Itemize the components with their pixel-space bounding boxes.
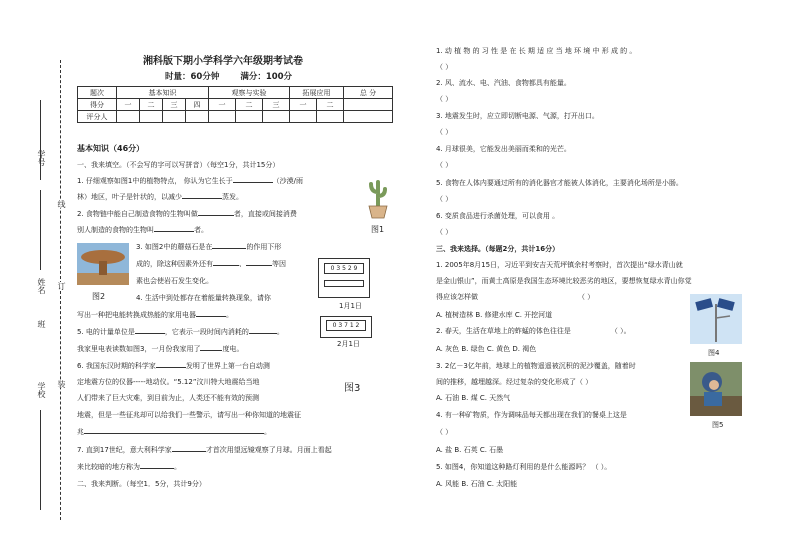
score-cell: 二 — [317, 99, 344, 111]
score-cell: 三 — [163, 99, 186, 111]
question-fill-3-end: 素也会使岩石发生变化。 — [136, 277, 213, 285]
score-cell: 三 — [263, 99, 290, 111]
choice-5-options: A. 风能 B. 石油 C. 太阳能 — [436, 480, 518, 488]
choice-2: 2. 春天，生活在草地上的蚱蜢的体色往往是 （ ）。 — [436, 327, 631, 335]
question-fill-2: 2. 食物链中能自己制造食物的生物叫做 者，直接或间接消费 — [77, 210, 297, 218]
choice-3-options: A. 石油 B. 煤 C. 天然气 — [436, 394, 511, 402]
exam-subtitle — [165, 70, 310, 82]
school-label: 学校 — [37, 382, 46, 398]
choice-4-paren: （ ） — [436, 428, 453, 436]
choice-4-options: A. 盐 B. 石英 C. 石墨 — [436, 446, 504, 454]
choice-heading: 三、我来选择。（每题2分，共计16分） — [436, 245, 560, 253]
section-basic-knowledge: 基本知识（46分） — [77, 144, 145, 153]
cactus-image — [364, 178, 392, 220]
score-head-cell: 观察与实验 — [209, 87, 290, 99]
choice-1-options: A. 植树造林 B. 修建水库 C. 开挖河道 — [436, 311, 553, 319]
meter-jan: 0 3 5 2 9 — [318, 258, 370, 298]
binding-char-line: 线 — [57, 200, 66, 208]
score-cell: 一 — [209, 99, 236, 111]
score-cell: 一 — [117, 99, 140, 111]
question-fill-6-line4: 地震，但是一些征兆却可以给我们一些警示，请写出一种你知道的地震征 — [77, 411, 301, 419]
question-fill-4-cont: 写出一种把电能转换成热能的家用电器 。 — [77, 311, 233, 319]
judge-2: 2. 风、流水、电、汽油、食物都具有能量。 — [436, 79, 571, 87]
question-fill-7: 7. 直到17世纪，意大利科学家 才首次用望远镜观察了月球。月面上看起 — [77, 446, 332, 454]
choice-2-options: A. 灰色 B. 绿色 C. 黄色 D. 褐色 — [436, 345, 537, 353]
judge-1-paren: （ ） — [436, 63, 453, 71]
question-fill-2-cont: 别人制造的食物的生物叫 者。 — [77, 226, 208, 234]
choice-1: 1. 2005年8月15日，习近平到安吉天荒坪镇余村考察时，首次提出“绿水青山就 — [436, 261, 683, 269]
question-fill-3: 3. 如图2中的蘑菇石是在 的作用下形 — [136, 243, 282, 251]
score-head-cell: 总 分 — [344, 87, 393, 99]
score-head-cell: 题次 — [78, 87, 117, 99]
choice-4: 4. 有一种矿物质，作为调味品每天都出现在我们的餐桌上这是 — [436, 411, 627, 419]
grader-label-cell: 评分人 — [78, 111, 117, 123]
margin-name-line — [40, 100, 41, 180]
score-row-score — [78, 99, 393, 111]
figure-2-label: 图2 — [92, 292, 106, 301]
binding-char-ding: 订 — [57, 282, 66, 290]
question-fill-5: 5. 电的计量单位是 ，它表示一段时间内消耗的 。 — [77, 328, 284, 336]
score-head-cell: 拓展应用 — [290, 87, 344, 99]
judge-1: 1. 动 植 物 的 习 性 是 在 长 期 适 应 当 地 环 境 中 形 成 的 。 — [436, 47, 637, 55]
question-fill-7-cont: 来比较暗的地方称为 。 — [77, 463, 181, 471]
child-mineral-photo-image — [690, 362, 742, 416]
judge-4-paren: （ ） — [436, 161, 453, 169]
question-fill-3-cont: 成的，除这种因素外还有 、 等因 — [136, 260, 286, 268]
choice-3: 3. 2亿－3亿年前，地球上的植物遥遥被沉积的泥沙覆盖，随着时 — [436, 362, 636, 370]
binding-char-zhuang: 装 — [57, 380, 66, 388]
fill-heading: 一、我来填空。（不会写的字可以写拼音）（每空1分，共计15分） — [77, 161, 280, 169]
figure-1-label: 图1 — [371, 225, 385, 234]
question-fill-1: 1. 仔细观察如图1中的植物特点， 你认为它生长于 （沙漠/雨 — [77, 177, 303, 185]
question-fill-5-cont: 我家里电表读数如图3，一月份我家用了 度电。 — [77, 345, 244, 353]
mushroom-rock-image — [77, 243, 129, 285]
judge-3: 3. 地震发生时，应立即切断电源、气源，打开出口。 — [436, 112, 599, 120]
judge-6: 6. 变质食品进行杀菌处理，可以食用 。 — [436, 212, 560, 220]
score-table — [77, 86, 393, 123]
figure-5-label: 图5 — [712, 421, 724, 429]
binding-dashed-line — [60, 60, 61, 520]
score-cell: 二 — [236, 99, 263, 111]
choice-3-line2: 间的推移，越埋越深。经过复杂的变化形成了（ ） — [436, 378, 593, 386]
margin-school-line — [40, 410, 41, 510]
score-head-cell: 基本知识 — [117, 87, 209, 99]
judge-6-paren: （ ） — [436, 228, 453, 236]
question-fill-1-cont: 林）地区，叶子是针状的，以减少 蒸发。 — [77, 193, 243, 201]
figure-4-label: 图4 — [708, 349, 720, 357]
student-id-label: 学号 — [37, 150, 46, 166]
question-fill-6-line3: 人们带来了巨大灾难，到目前为止，人类还不能有效的预测 — [77, 394, 259, 402]
meter-feb: 0 3 7 1 2 — [320, 316, 372, 338]
choice-1-line3: 得应该怎样做 （ ） — [436, 293, 595, 301]
exam-time: 时量：60分钟 — [165, 72, 220, 82]
meter-jan-date: 1月1日 — [339, 302, 362, 310]
score-row-grader — [78, 111, 393, 123]
figure-3-label: 图3 — [344, 383, 361, 394]
judge-5-paren: （ ） — [436, 195, 453, 203]
question-fill-6-line2: 定地震方位的仪器-----地动仪。“5.12”汶川特大地震给当地 — [77, 378, 260, 386]
judge-2-paren: （ ） — [436, 95, 453, 103]
exam-full-score: 满分：100分 — [240, 72, 293, 82]
score-cell: 四 — [186, 99, 209, 111]
name-label: 姓名 — [37, 278, 46, 294]
question-fill-4: 4. 生活中到处都存在着能量转换现象，请你 — [136, 294, 271, 302]
score-row-header — [78, 87, 393, 99]
score-cell — [344, 99, 393, 111]
score-label-cell: 得分 — [78, 99, 117, 111]
question-fill-6: 6. 我国东汉时期的科学家 发明了世界上第一台自动测 — [77, 362, 270, 370]
margin-class-line — [40, 190, 41, 270]
choice-5: 5. 如图4，你知道这种路灯利用的是什么能源吗？ （ ）。 — [436, 463, 612, 471]
judge-3-paren: （ ） — [436, 128, 453, 136]
question-fill-6-line5: 兆 。 — [77, 428, 271, 436]
meter-feb-date: 2月1日 — [337, 340, 360, 348]
judge-5: 5. 食物在人体内要通过所有的消化器官才能被人体消化，主要消化场所是小肠。 — [436, 179, 683, 187]
solar-street-lamp-image — [690, 294, 742, 344]
class-label: 班 — [37, 320, 46, 328]
score-cell: 一 — [290, 99, 317, 111]
choice-1-line2: 是金山银山”，而黄土高原是我国生态环境比较恶劣的地区，要想恢复绿水青山你觉 — [436, 277, 692, 285]
exam-title: 湘科版下期小学科学六年级期考试卷 — [143, 56, 303, 67]
score-cell: 二 — [140, 99, 163, 111]
judge-4: 4. 月球很美，它能发出美丽而柔和的光芒。 — [436, 145, 571, 153]
judge-heading: 二、我来判断。（每空1．5分，共计9分） — [77, 480, 206, 488]
